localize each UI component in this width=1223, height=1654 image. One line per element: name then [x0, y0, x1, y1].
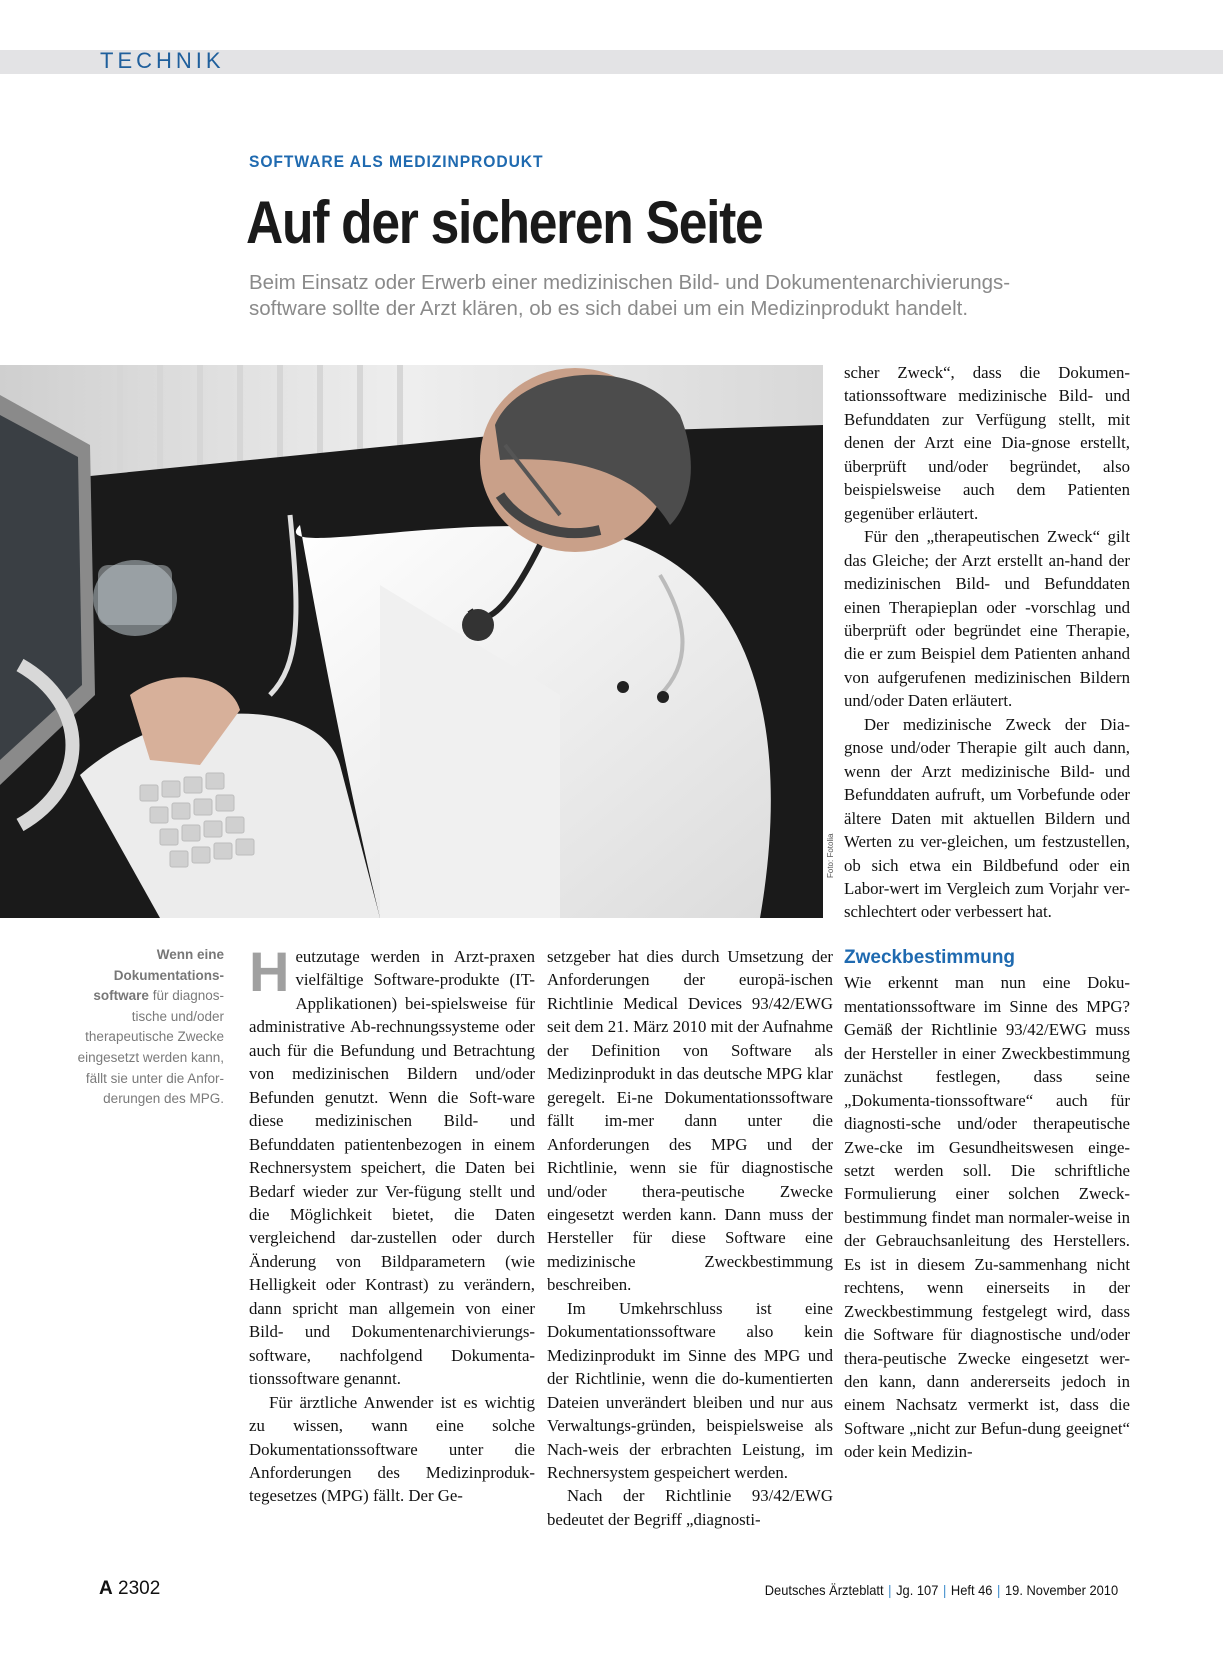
- caption-text: für diagnos-tische und/oder therapeutische Zwecke eingesetzt werden kann, fällt sie unter die Anfor-derungen des MPG.: [77, 988, 224, 1107]
- lead-line: Beim Einsatz oder Erwerb einer medizinischen Bild- und Dokumentenarchivierungs-: [249, 271, 1011, 294]
- caption-bold: Wenn eine Dokumentations-software: [93, 947, 224, 1004]
- lead-line: software sollte der Arzt klären, ob es sich dabei um ein Medizinprodukt handelt.: [249, 297, 969, 320]
- paragraph: Im Umkehrschluss ist eine Dokumentationssoftware also kein Medizinprodukt im Sinne des MPG und der Richtlinie, wenn die do-kumentierten Dateien unverändert bleiben und nur aus Verwaltungs-gründen, beispielsweise als Nach-weis der erbrachten Leistung, im Rechnersystem gespeichert werden.: [547, 1298, 833, 1482]
- article-photo: [0, 365, 823, 918]
- article-kicker: SOFTWARE ALS MEDIZINPRODUKT: [249, 152, 544, 171]
- page-number: [99, 1578, 160, 1600]
- paragraph: setzgeber hat dies durch Umsetzung der Anforderungen der europä-ischen Richtlinie Medical Devices 93/42/EWG seit dem 21. März 2010 mit der Aufnahme der Definition von Software als Medizinprodukt in das deutsche MPG klar geregelt. Ei-ne Dokumentationssoftware fällt im-mer dann unter die Anforderungen des MPG und der Richtlinie, wenn sie für diagnostische und/oder thera-peutische Zwecke eingesetzt werden kann. Dann muss der Hersteller für diese Software eine medizinische Zweckbestimmung beschreiben.: [547, 947, 833, 1295]
- section-label: TECHNIK: [100, 48, 225, 73]
- journal-issue: Heft 46: [950, 1582, 993, 1598]
- photo-caption: [70, 945, 224, 1110]
- paragraph: Nach der Richtlinie 93/42/EWG bedeutet der Begriff „diagnosti-: [547, 1486, 833, 1529]
- article-lead: [249, 270, 1129, 322]
- page-prefix: A: [99, 1578, 113, 1599]
- paragraph: scher Zweck“, dass die Dokumen-tationssoftware medizinische Bild- und Befunddaten zur Verfügung stellt, mit denen der Arzt eine Dia-gnose erstellt, überprüft und/oder begründet, also beispielsweise auch dem Patienten gegenüber erläutert.: [844, 363, 1130, 523]
- subheading: Zweckbestimmung: [844, 946, 1016, 968]
- paragraph: Der medizinische Zweck der Dia-gnose und/oder Therapie gilt auch dann, wenn der Arzt medizinische Bild- und Befunddaten aufruft, um Vorbefunde oder ältere Daten mit aktuellen Bildern und Werten zu ver-gleichen, um festzustellen, ob sich etwa ein Bildbefund oder ein Labor-wert im Vergleich zum Vorjahr ver-schlechtert oder verbessert hat.: [844, 714, 1130, 922]
- photo-credit: Foto: Fotolia: [826, 833, 835, 878]
- column-3: [844, 361, 1130, 1464]
- column-2: [547, 945, 833, 1531]
- journal-date: 19. November 2010: [1004, 1582, 1118, 1598]
- paragraph: eutzutage werden in Arzt-praxen vielfältige Software-produkte (IT-Applikationen) bei-spielsweise für administrative Ab-rechnungssysteme oder auch für die Befundung und Betrachtung von medizinischen Bildern und/oder Befunden genutzt. Wenn die Soft-ware diese medizinischen Bild- und Befunddaten patientenbezogen in einem Rechnersystem speichert, die Daten bei Bedarf wieder zur Ver-fügung stellt und die Möglichkeit bietet, die Daten vergleichend dar-zustellen oder durch Änderung von Bildparametern (wie Helligkeit oder Kontrast) zu verändern, dann spricht man allgemein von einer Bild- und Dokumentenarchivierungs-software, nachfolgend Dokumenta-tionssoftware genannt.: [249, 947, 535, 1389]
- drop-cap: H: [249, 940, 290, 1003]
- paragraph: Wie erkennt man nun eine Doku-mentationssoftware im Sinne des MPG? Gemäß der Richtlinie 93/42/EWG muss der Hersteller in einer Zweckbestimmung zunächst festlegen, dass seine „Dokumenta-tionssoftware“ auch für diagnosti-sche und/oder therapeutische Zwe-cke im Gesundheitswesen einge-setzt werden soll. Die schriftliche Formulierung einer solchen Zweck-bestimmung findet man normaler-weise in der Gebrauchsanleitung des Herstellers. Es ist in diesem Zu-sammenhang nicht rechtens, wenn einerseits in der Zweckbestimmung festgelegt wird, dass die Software für diagnostische und/oder thera-peutische Zwecke eingesetzt wer-den kann, dann andererseits jedoch in einem Nachsatz vermerkt ist, dass die Software „nicht zur Befun-dung geeignet“ oder kein Medizin-: [844, 973, 1130, 1462]
- journal-name: Deutsches Ärzteblatt: [764, 1582, 884, 1598]
- column-1: [249, 940, 535, 1508]
- paragraph: Für ärztliche Anwender ist es wichtig zu wissen, wann eine solche Dokumentationssoftware unter die Anforderungen des Medizinproduk-tegesetzes (MPG) fällt. Der Ge-: [249, 1392, 535, 1506]
- paragraph: Für den „therapeutischen Zweck“ gilt das Gleiche; der Arzt erstellt an-hand der medizinischen Bild- und Befunddaten einen Therapieplan oder -vorschlag und überprüft oder begründet eine Therapie, die er zum Beispiel dem Patienten anhand von aufgerufenen medizinischen Bildern und/oder Daten erläutert.: [844, 527, 1130, 711]
- journal-volume: Jg. 107: [895, 1582, 939, 1598]
- page-number-value: 2302: [118, 1578, 161, 1599]
- footer-citation: Deutsches Ärzteblatt | Jg. 107 | Heft 46 | 19. November 2010: [764, 1582, 1118, 1598]
- article-title: Auf der sicheren Seite: [246, 189, 763, 256]
